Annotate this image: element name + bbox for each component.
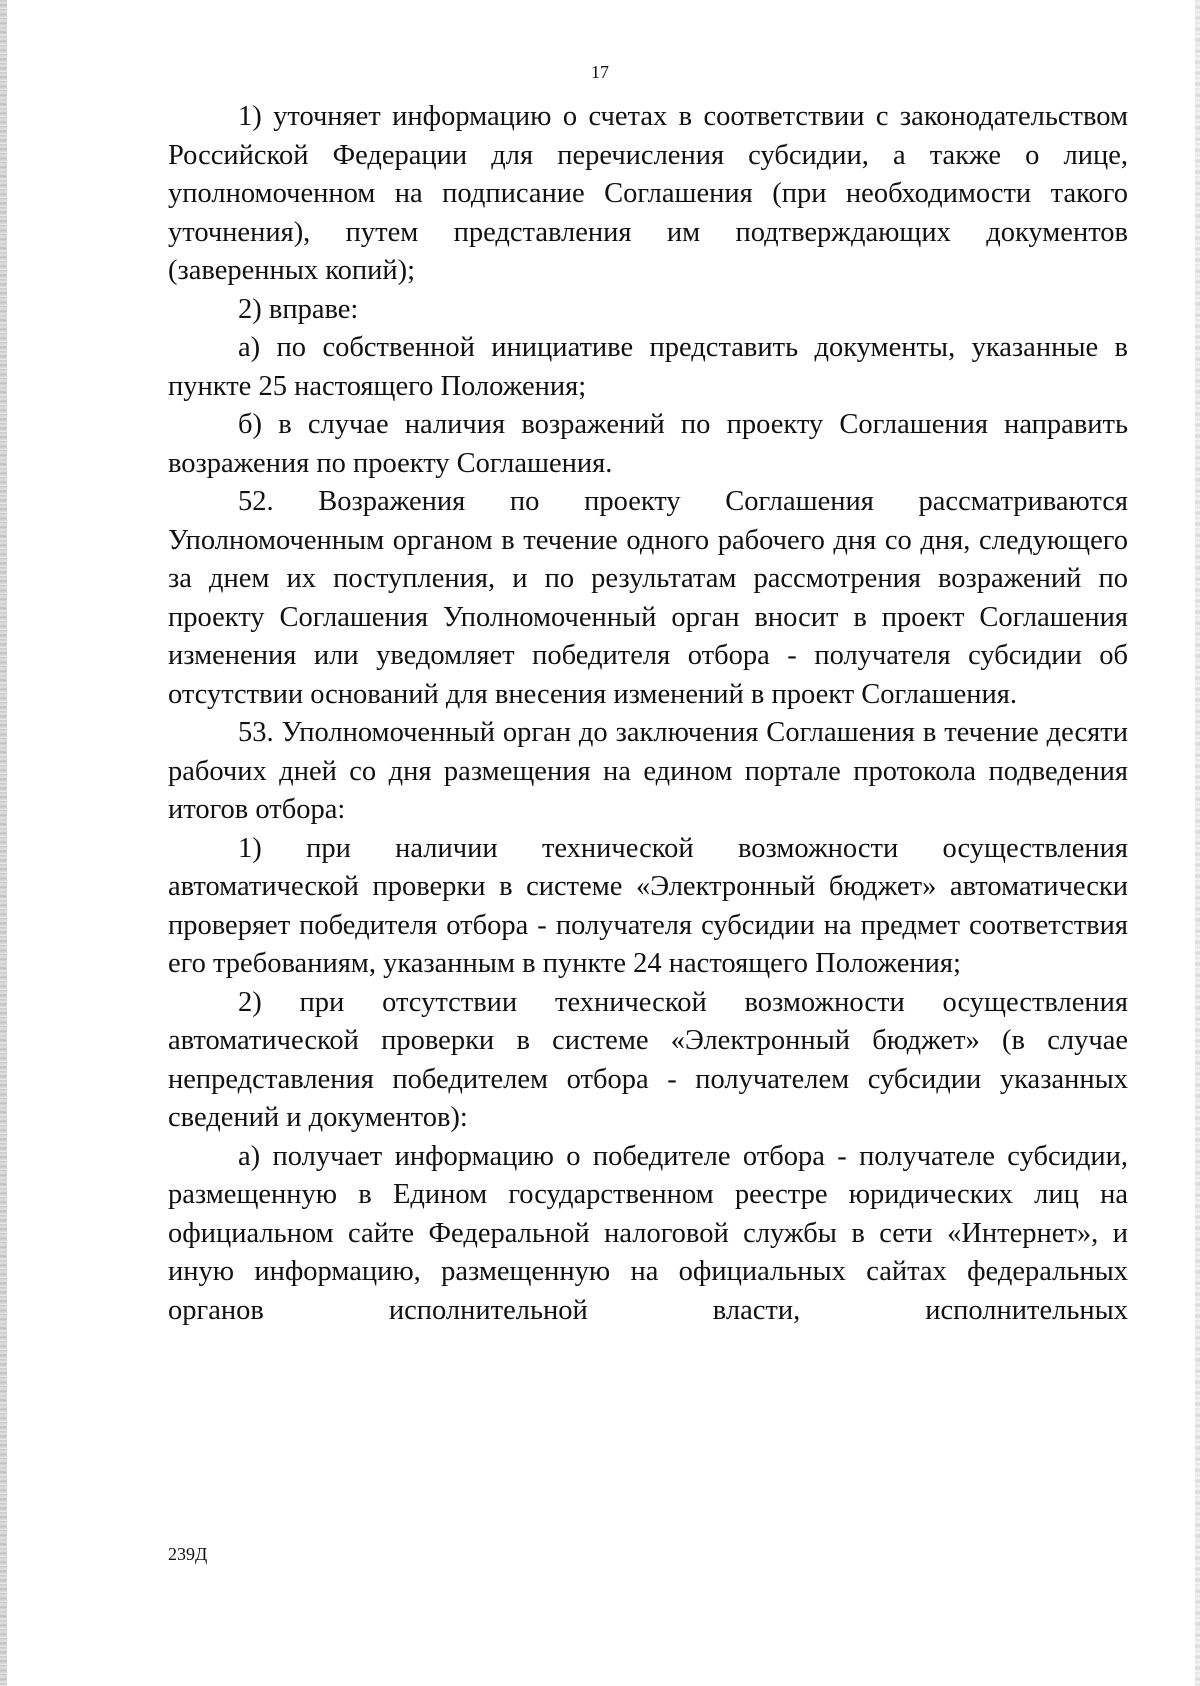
scan-left-edge xyxy=(0,0,7,1686)
paragraph-subitem-b-objections: б) в случае наличия возражений по проекту Соглашения направить возражения по проекту Соглашения. xyxy=(168,409,1128,479)
page-number: 17 xyxy=(591,62,609,82)
paragraph-item-1-clarifies-accounts: 1) уточняет информацию о счетах в соответствии с законодательством Российской Федерации для перечисления субсидии, а также о лице, уполномоченном на подписание Соглашения (при необходимости такого уточнения), путем представления им подтверждающих документов (заверенных копий); xyxy=(168,101,1128,286)
footer-document-code: 239Д xyxy=(168,1544,208,1564)
paragraph-clause-53-item-1: 1) при наличии технической возможности осуществления автоматической проверки в системе «Электронный бюджет» автоматически проверяет победителя отбора - получателя субсидии на предмет соответствия его требованиям, указанным в пункте 24 настоящего Положения; xyxy=(168,832,1128,979)
paragraph-clause-53-subitem-a: а) получает информацию о победителе отбора - получателе субсидии, размещенную в Едином государственном реестре юридических лиц на официальном сайте Федеральной налоговой службы в сети «Интернет», и иную информацию, размещенную на официальных сайтах федеральных органов исполнительной власти, исполнительных xyxy=(168,1140,1128,1326)
document-body xyxy=(168,98,1128,1330)
paragraph-clause-52: 52. Возражения по проекту Соглашения рассматриваются Уполномоченным органом в течение одного рабочего дня со дня, следующего за днем их поступления, и по результатам рассмотрения возражений по проекту Соглашения Уполномоченный орган вносит в проект Соглашения изменения или уведомляет победителя отбора - получателя субсидии об отсутствии оснований для внесения изменений в проект Соглашения. xyxy=(168,486,1128,710)
paragraph-item-2-entitled: 2) вправе: xyxy=(238,293,359,325)
paragraph-subitem-a-submit-documents: а) по собственной инициативе представить документы, указанные в пункте 25 настоящего Положения; xyxy=(168,332,1128,402)
scan-right-edge xyxy=(1195,0,1200,1686)
paragraph-clause-53: 53. Уполномоченный орган до заключения Соглашения в течение десяти рабочих дней со дня размещения на едином портале протокола подведения итогов отбора: xyxy=(168,717,1128,825)
paragraph-clause-53-item-2: 2) при отсутствии технической возможности осуществления автоматической проверки в системе «Электронный бюджет» (в случае непредставления победителем отбора - получателем субсидии указанных сведений и документов): xyxy=(168,986,1128,1133)
